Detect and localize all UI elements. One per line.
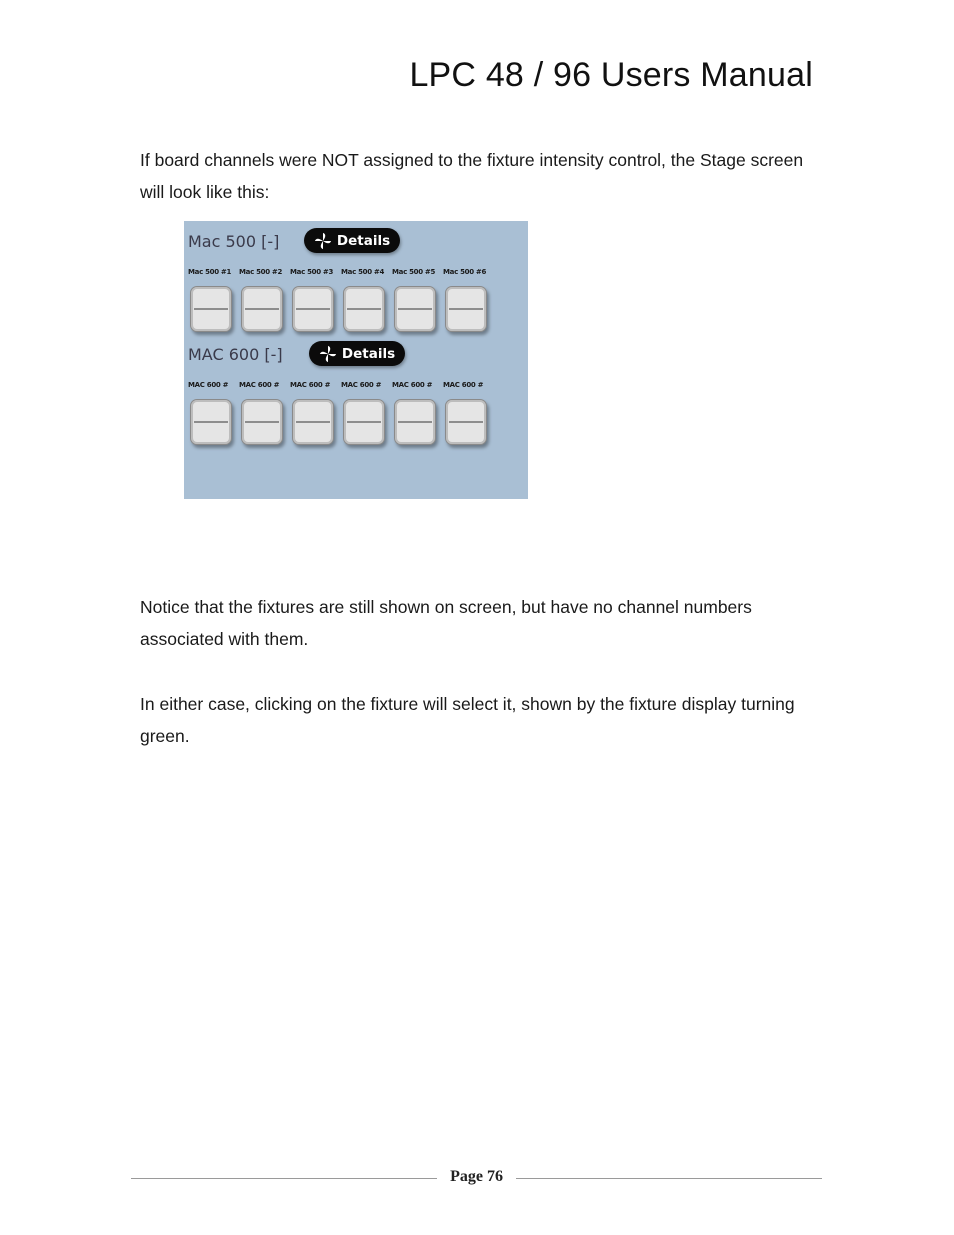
fixture-button[interactable] xyxy=(343,399,385,445)
footer-rule-right xyxy=(516,1178,822,1179)
group-title: MAC 600 [-] xyxy=(188,345,283,364)
group-title: Mac 500 [-] xyxy=(188,232,280,251)
fixture-labels-row xyxy=(188,268,528,280)
fixture-button[interactable] xyxy=(190,399,232,445)
fixture-label: Mac 500 #4 xyxy=(341,268,385,276)
fixture-button[interactable] xyxy=(343,286,385,332)
details-button[interactable] xyxy=(309,341,405,366)
fixture-label: Mac 500 #2 xyxy=(239,268,283,276)
fixture-divider xyxy=(347,308,381,310)
pinwheel-icon xyxy=(314,232,332,250)
fixture-divider xyxy=(194,308,228,310)
fixture-labels-row xyxy=(188,381,528,393)
fixture-label: MAC 600 # xyxy=(188,381,229,389)
fixture-label: Mac 500 #1 xyxy=(188,268,232,276)
fixture-label: Mac 500 #5 xyxy=(392,268,436,276)
fixture-divider xyxy=(296,421,330,423)
fixture-label: MAC 600 # xyxy=(392,381,433,389)
fixture-divider xyxy=(398,421,432,423)
fixture-label: MAC 600 # xyxy=(443,381,484,389)
fixture-label: MAC 600 # xyxy=(290,381,331,389)
fixture-divider xyxy=(194,421,228,423)
fixture-label: MAC 600 # xyxy=(341,381,382,389)
pinwheel-icon xyxy=(319,345,337,363)
fixture-divider xyxy=(296,308,330,310)
fixture-button[interactable] xyxy=(292,399,334,445)
fixture-label: Mac 500 #6 xyxy=(443,268,487,276)
fixture-button[interactable] xyxy=(241,399,283,445)
fixture-label: Mac 500 #3 xyxy=(290,268,334,276)
page-number: Page 76 xyxy=(450,1168,503,1185)
fixture-button[interactable] xyxy=(394,399,436,445)
fixture-divider xyxy=(245,308,279,310)
fixture-button[interactable] xyxy=(241,286,283,332)
page-header-title: LPC 48 / 96 Users Manual xyxy=(409,56,813,94)
fixture-button[interactable] xyxy=(394,286,436,332)
fixture-button[interactable] xyxy=(190,286,232,332)
fixture-divider xyxy=(449,421,483,423)
fixture-label: MAC 600 # xyxy=(239,381,280,389)
paragraph-intro: If board channels were NOT assigned to the fixture intensity control, the Stage screen will look like this: xyxy=(140,150,804,202)
details-button[interactable] xyxy=(304,228,400,253)
paragraph-notice: Notice that the fixtures are still shown on screen, but have no channel numbers associated with them. xyxy=(140,597,752,649)
fixture-divider xyxy=(449,308,483,310)
paragraph-selection: In either case, clicking on the fixture will select it, shown by the fixture display turning green. xyxy=(140,694,795,746)
fixture-button[interactable] xyxy=(445,286,487,332)
details-button-label: Details xyxy=(336,232,391,249)
fixture-button[interactable] xyxy=(445,399,487,445)
fixture-divider xyxy=(347,421,381,423)
fixture-divider xyxy=(245,421,279,423)
fixture-button[interactable] xyxy=(292,286,334,332)
stage-screen-screenshot xyxy=(184,221,528,499)
fixture-divider xyxy=(398,308,432,310)
footer-rule-left xyxy=(131,1178,437,1179)
details-button-label: Details xyxy=(341,345,396,362)
